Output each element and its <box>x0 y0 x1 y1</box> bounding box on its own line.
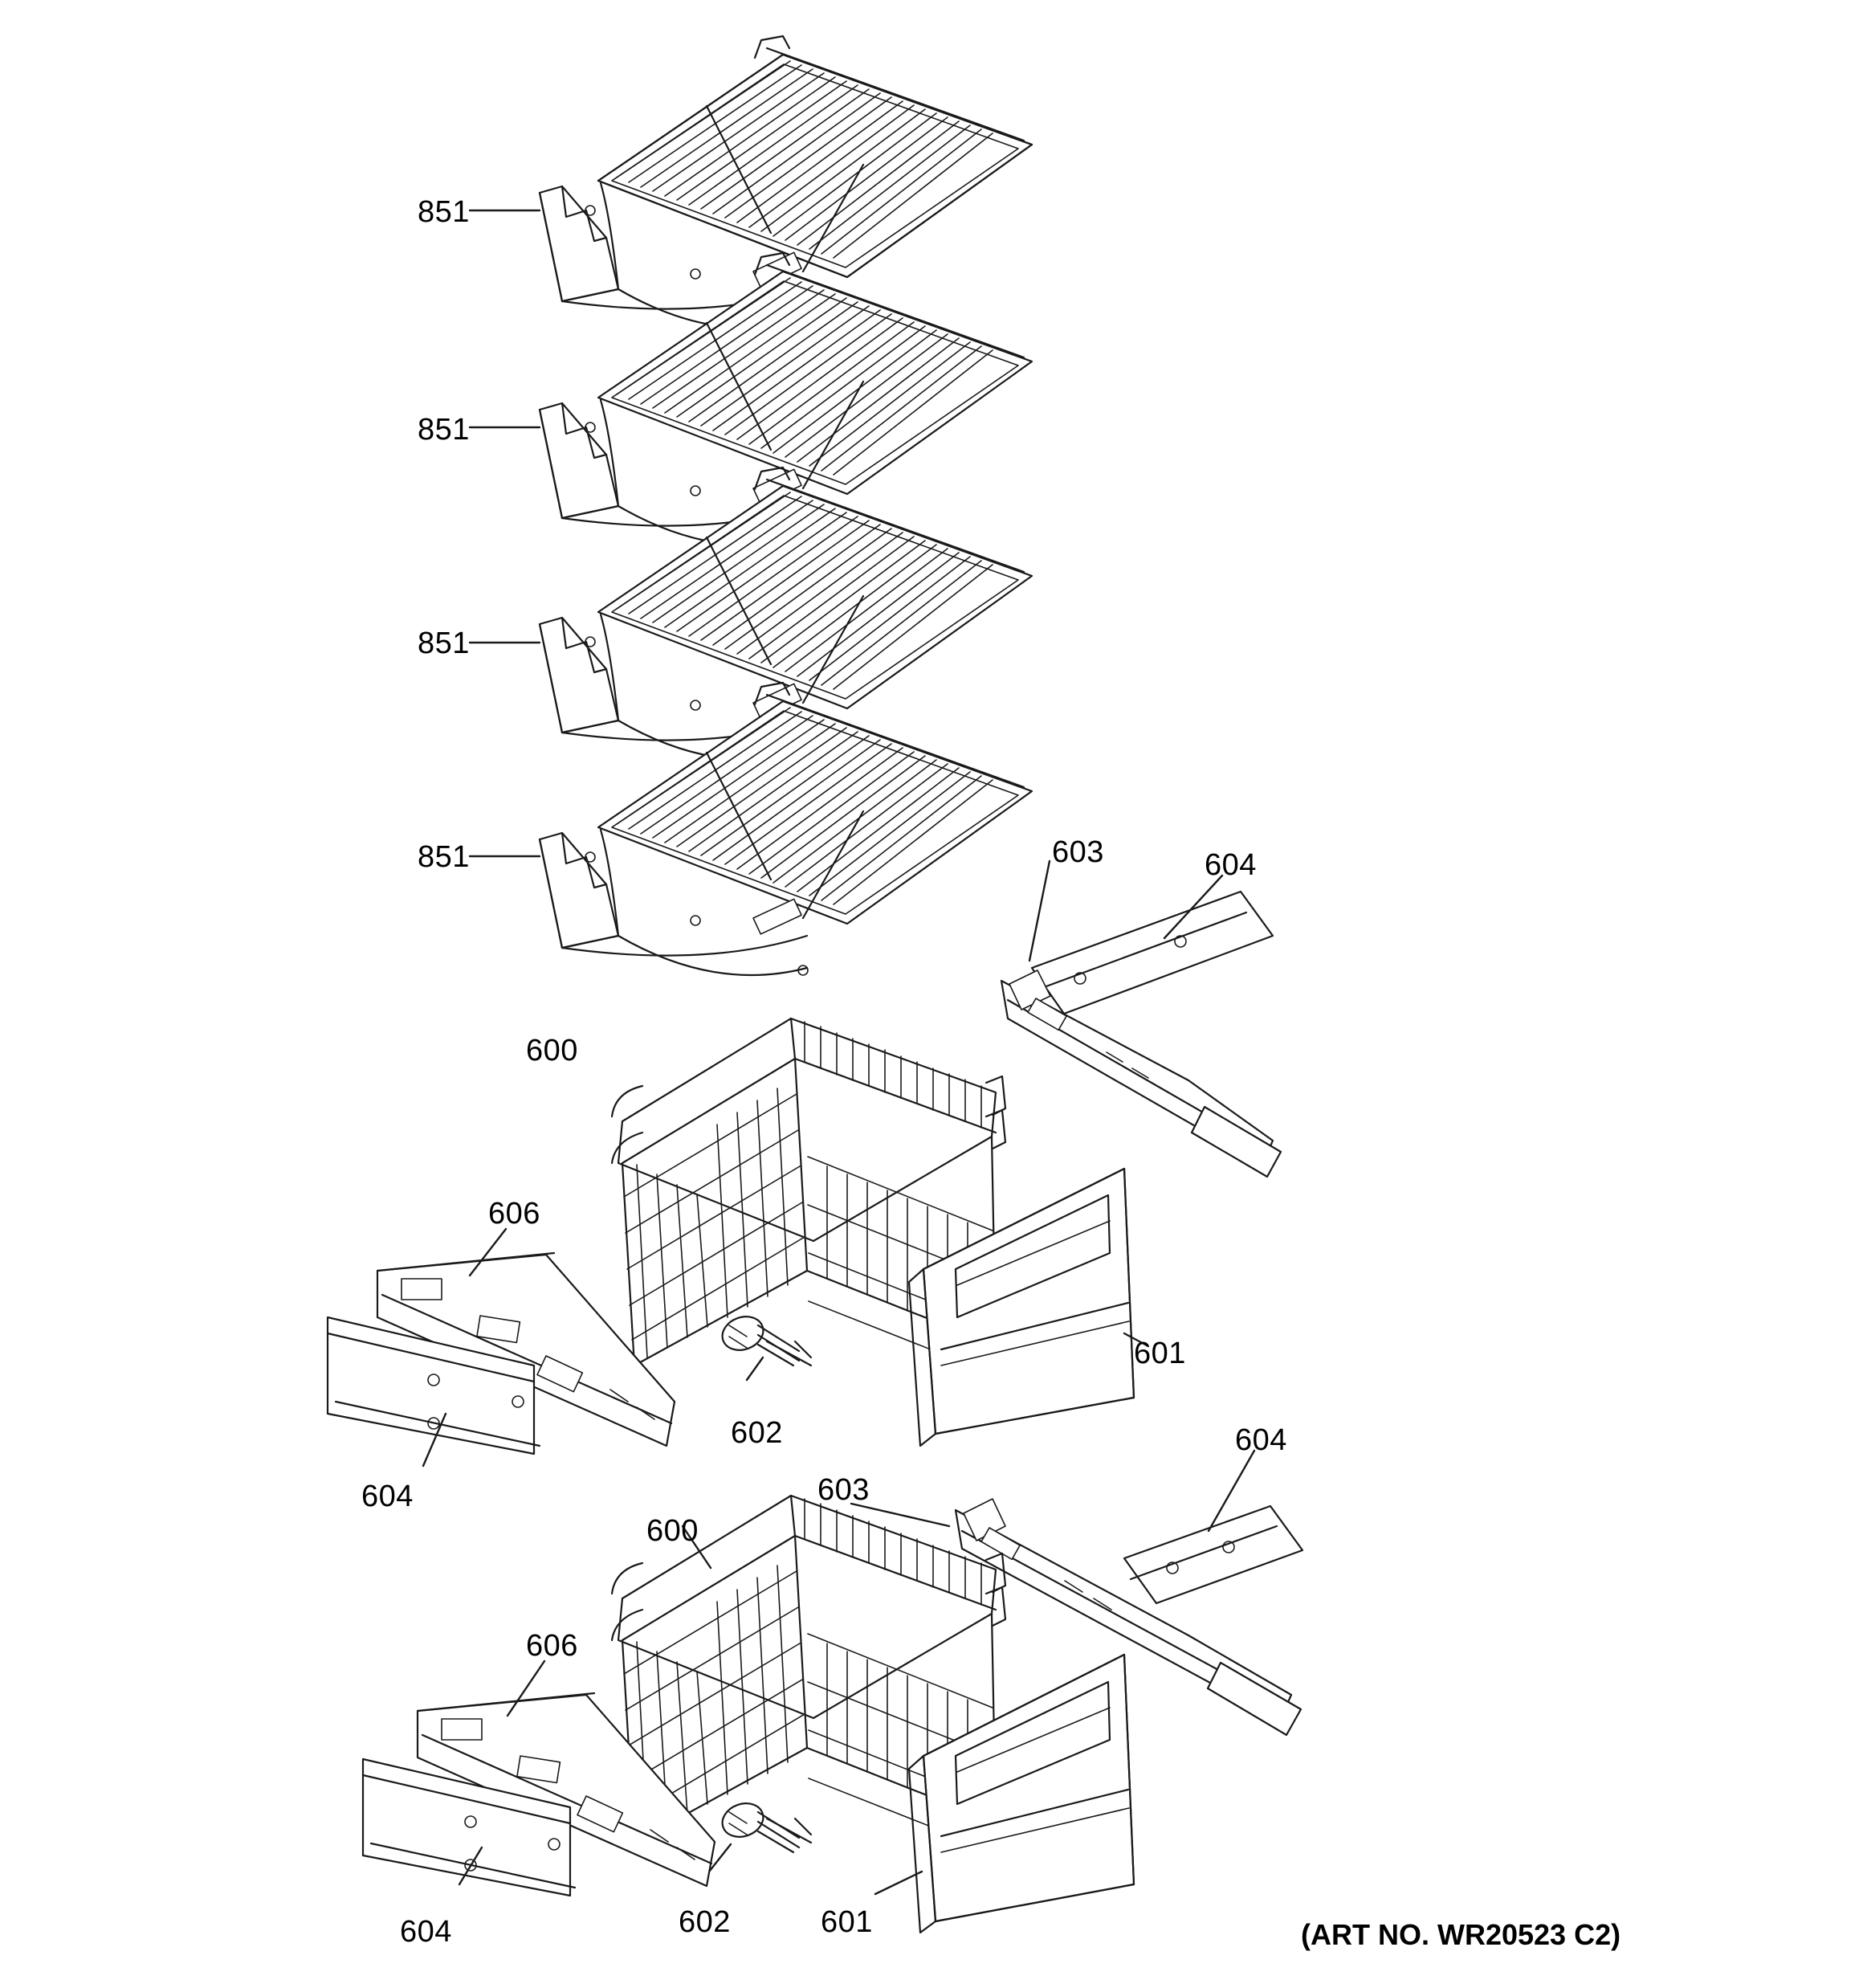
callout-606-lower: 606 <box>526 1629 578 1663</box>
slide-assembly-lower-left <box>363 1661 715 1896</box>
callout-851-shelf-3: 851 <box>418 627 470 660</box>
callout-600-lower: 600 <box>646 1514 699 1548</box>
callout-600-upper: 600 <box>526 1034 578 1067</box>
callout-604-lower-left: 604 <box>400 1915 452 1949</box>
slide-assembly-upper-left <box>328 1229 675 1466</box>
art-number-label: (ART NO. WR20523 C2) <box>1301 1918 1621 1951</box>
door-panel-lower <box>875 1655 1134 1933</box>
callout-601-upper: 601 <box>1134 1337 1186 1370</box>
callout-602-lower: 602 <box>679 1905 731 1939</box>
screw-lower <box>707 1798 799 1875</box>
callout-851-shelf-4: 851 <box>418 840 470 874</box>
slide-assembly-upper <box>1001 861 1281 1177</box>
callout-604-upper-right: 604 <box>1205 848 1257 882</box>
screw-upper <box>718 1311 799 1380</box>
shelf-851-4 <box>540 683 1032 975</box>
callout-851-shelf-2: 851 <box>418 413 470 447</box>
callout-604-lower-right: 604 <box>1235 1423 1287 1457</box>
callout-602-upper: 602 <box>731 1416 783 1450</box>
callout-851-shelf-1: 851 <box>418 195 470 229</box>
callout-603-lower: 603 <box>817 1473 870 1507</box>
door-panel-upper <box>909 1169 1148 1446</box>
callout-601-lower: 601 <box>821 1905 873 1939</box>
callout-606-upper: 606 <box>488 1197 540 1231</box>
callout-603-upper: 603 <box>1052 835 1104 869</box>
callout-604-upper-left: 604 <box>361 1480 414 1513</box>
